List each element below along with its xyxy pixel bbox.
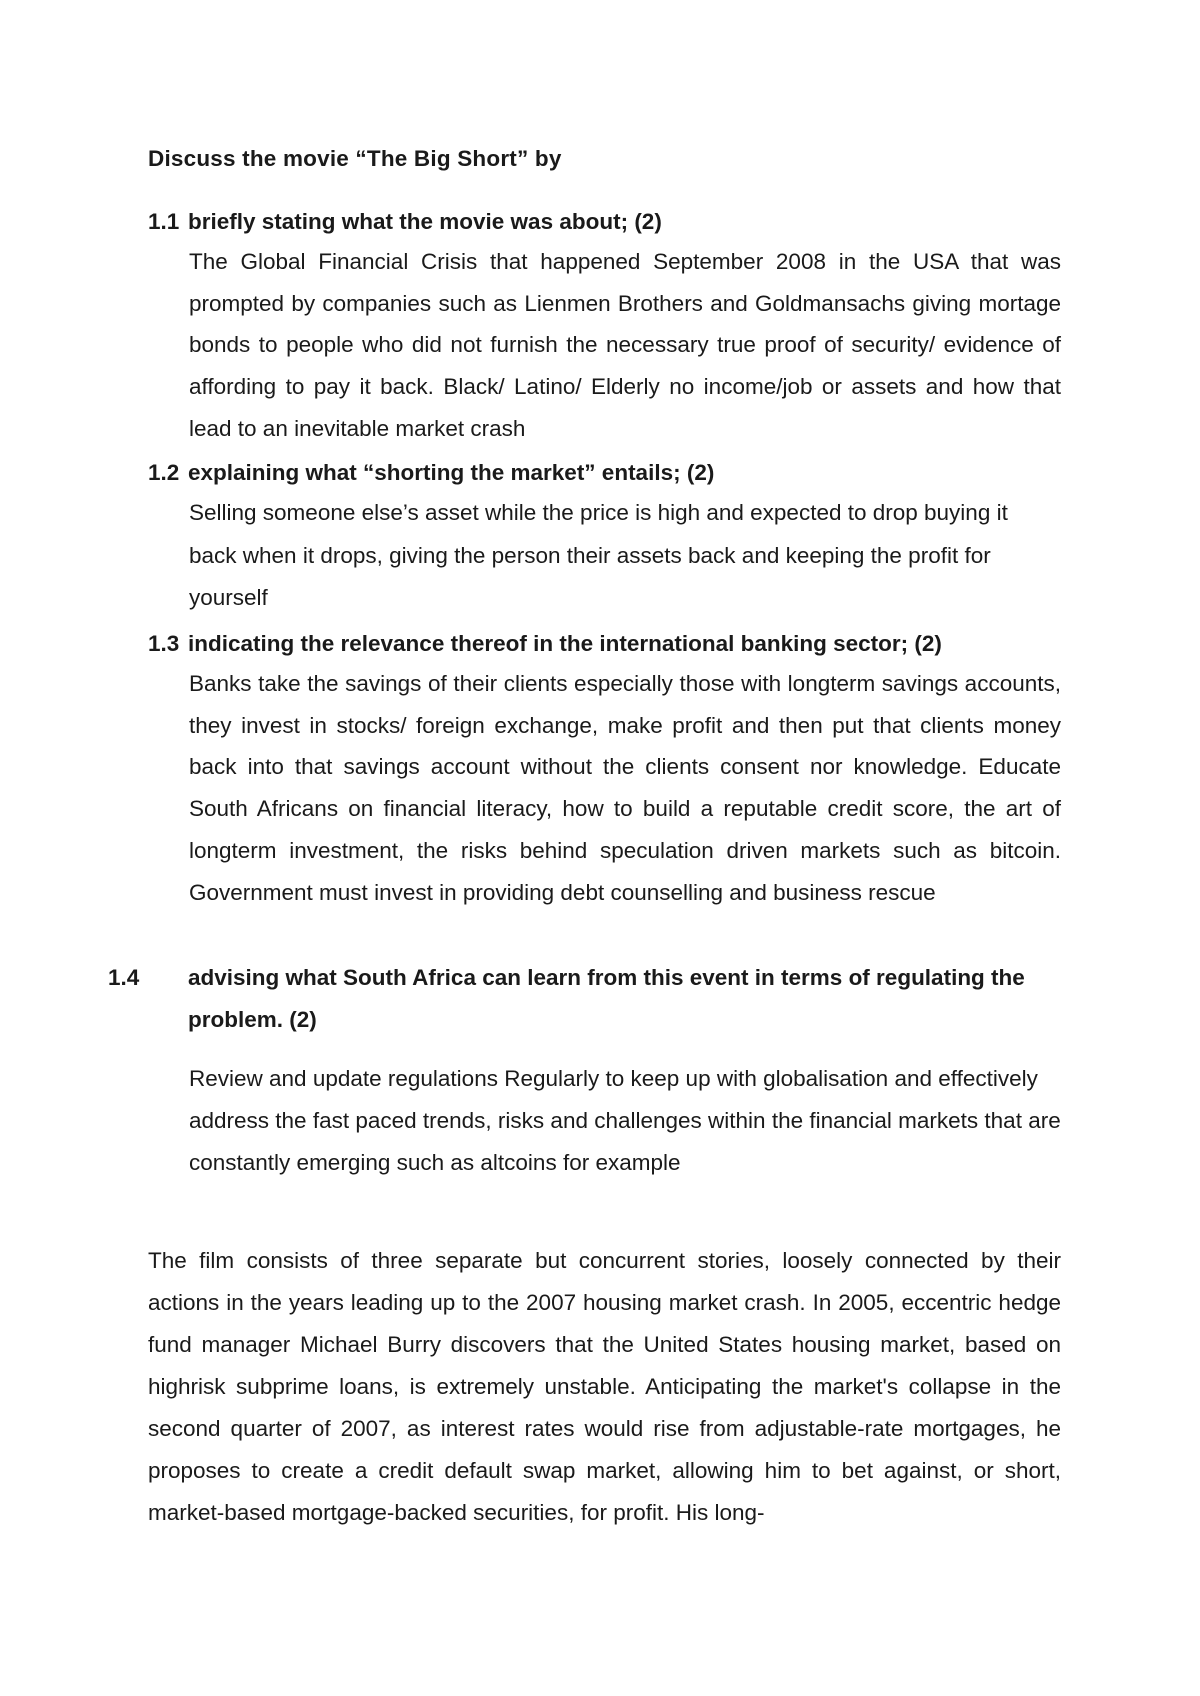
question-1-3 xyxy=(148,623,1060,665)
question-text: advising what South Africa can learn from this event in terms of regulating the problem. (2) xyxy=(188,965,1025,1032)
question-number: 1.2 xyxy=(148,460,180,485)
question-number: 1.1 xyxy=(148,209,180,234)
question-1-1 xyxy=(148,201,1060,243)
question-number: 1.4 xyxy=(108,965,140,990)
answer-1-4: Review and update regulations Regularly to keep up with globalisation and effectively address the fast paced trends, risks and challenges within the financial markets that are constantly emerging such as altcoins for example xyxy=(189,1066,1061,1175)
question-number: 1.3 xyxy=(148,631,180,656)
question-1-4 xyxy=(108,957,1060,1041)
answer-1-3: Banks take the savings of their clients especially those with longterm savings accounts, they invest in stocks/ foreign exchange, make profit and then put that clients money back into that savings account without the clients consent nor knowledge. Educate South Africans on financial literacy, how to build a reputable credit score, the art of longterm investment, the risks behind speculation driven markets such as bitcoin. Government must invest in providing debt counselling and business rescue xyxy=(189,671,1061,905)
answer-1-2: Selling someone else’s asset while the price is high and expected to drop buying it back when it drops, giving the person their assets back and keeping the profit for yourself xyxy=(189,500,1008,610)
question-text: explaining what “shorting the market” entails; (2) xyxy=(188,460,715,485)
document-title: Discuss the movie “The Big Short” by xyxy=(148,146,562,171)
question-text: indicating the relevance thereof in the international banking sector; (2) xyxy=(188,631,942,656)
answer-1-1: The Global Financial Crisis that happened September 2008 in the USA that was prompted by companies such as Lienmen Brothers and Goldmansachs giving mortage bonds to people who did not furnish the necessary true proof of security/ evidence of affording to pay it back. Black/ Latino/ Elderly no income/job or assets and how that lead to an inevitable market crash xyxy=(189,249,1061,441)
question-1-2 xyxy=(148,452,1060,494)
closing-paragraph: The film consists of three separate but concurrent stories, loosely connected by their actions in the years leading up to the 2007 housing market crash. In 2005, eccentric hedge fund manager Michael Burry discovers that the United States housing market, based on highrisk subprime loans, is extremely unstable. Anticipating the market's collapse in the second quarter of 2007, as interest rates would rise from adjustable-rate mortgages, he proposes to create a credit default swap market, allowing him to bet against, or short, market-based mortgage-backed securities, for profit. His long- xyxy=(148,1248,1061,1525)
question-text: briefly stating what the movie was about; (2) xyxy=(188,209,662,234)
